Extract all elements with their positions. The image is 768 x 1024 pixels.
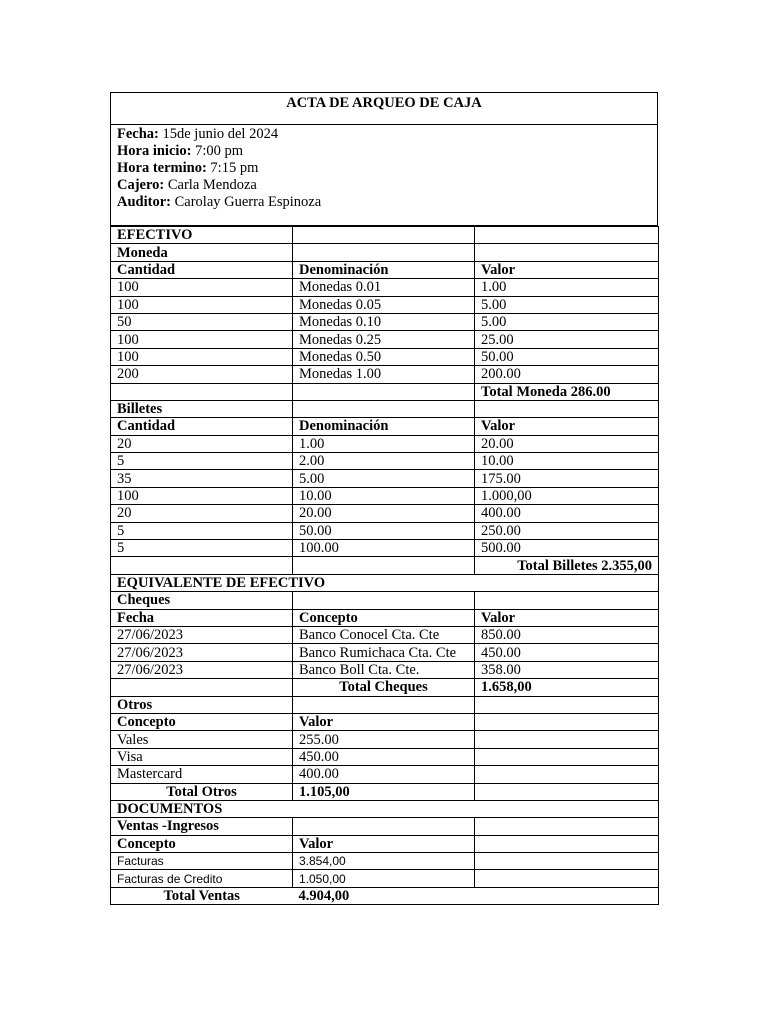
arqueo-table [110, 226, 659, 905]
table-row [111, 853, 659, 870]
table-cell: 5.00 [293, 470, 475, 487]
subsection-row [111, 696, 659, 713]
table-cell: 1.050,00 [293, 870, 475, 887]
hora-termino-value: 7:15 pm [206, 160, 259, 176]
table-row [111, 313, 659, 330]
table-row [111, 470, 659, 487]
column-header-row [111, 261, 659, 278]
column-header: Denominación [293, 261, 475, 278]
table-cell: 50.00 [475, 348, 659, 365]
column-header: Cantidad [111, 418, 293, 435]
table-row [111, 366, 659, 383]
table-row [111, 748, 659, 765]
table-row [111, 731, 659, 748]
table-cell: 5 [111, 453, 293, 470]
table-cell: 50.00 [293, 522, 475, 539]
cajero-line [117, 177, 651, 194]
table-cell: 20 [111, 435, 293, 452]
total-row [111, 679, 659, 696]
table-cell: 100.00 [293, 540, 475, 557]
table-row [111, 766, 659, 783]
column-header: Valor [293, 835, 475, 852]
total-ventas-value: 4.904,00 [293, 887, 475, 904]
table-cell: Banco Conocel Cta. Cte [293, 626, 475, 643]
table-cell: 200 [111, 366, 293, 383]
table-cell: 200.00 [475, 366, 659, 383]
table-row [111, 296, 659, 313]
table-row [111, 331, 659, 348]
table-cell: Monedas 1.00 [293, 366, 475, 383]
table-cell: 20.00 [475, 435, 659, 452]
table-cell: Facturas [111, 853, 293, 870]
table-cell: 1.000,00 [475, 487, 659, 504]
auditor-value: Carolay Guerra Espinoza [170, 194, 322, 210]
column-header-row [111, 418, 659, 435]
subsection-row [111, 400, 659, 417]
table-cell: Visa [111, 748, 293, 765]
hora-inicio-line [117, 143, 651, 160]
table-cell: 35 [111, 470, 293, 487]
total-ventas-label: Total Ventas [111, 887, 293, 904]
column-header: Fecha [111, 609, 293, 626]
table-cell: 10.00 [293, 487, 475, 504]
table-cell: 1.00 [293, 435, 475, 452]
table-cell: 250.00 [475, 522, 659, 539]
table-cell: Monedas 0.01 [293, 279, 475, 296]
column-header: Cantidad [111, 261, 293, 278]
column-header: Valor [475, 609, 659, 626]
table-cell: 100 [111, 296, 293, 313]
section-heading: EFECTIVO [111, 227, 293, 244]
column-header-row [111, 609, 659, 626]
hora-termino-label: Hora termino: [117, 160, 207, 176]
column-header: Denominación [293, 418, 475, 435]
total-row [111, 383, 659, 400]
subsection-row [111, 244, 659, 261]
column-header: Concepto [111, 835, 293, 852]
auditor-label: Auditor: [117, 194, 171, 210]
fecha-line [117, 126, 651, 143]
table-cell: 175.00 [475, 470, 659, 487]
table-cell: 25.00 [475, 331, 659, 348]
cajero-label: Cajero: [117, 177, 165, 193]
total-billetes: Total Billetes 2.355,00 [475, 557, 659, 574]
total-moneda: Total Moneda 286.00 [475, 383, 659, 400]
document-title: ACTA DE ARQUEO DE CAJA [110, 92, 658, 125]
table-row [111, 522, 659, 539]
table-cell: Banco Boll Cta. Cte. [293, 661, 475, 678]
auditor-line [117, 194, 651, 211]
section-row [111, 227, 659, 244]
table-cell: 255.00 [293, 731, 475, 748]
table-cell: 450.00 [293, 748, 475, 765]
cajero-value: Carla Mendoza [164, 177, 257, 193]
total-cheques-label: Total Cheques [293, 679, 475, 696]
hora-inicio-value: 7:00 pm [191, 143, 244, 159]
total-row [111, 557, 659, 574]
subsection-row [111, 592, 659, 609]
subsection-row [111, 818, 659, 835]
section-heading: DOCUMENTOS [111, 800, 659, 817]
table-row [111, 435, 659, 452]
table-cell: 5 [111, 540, 293, 557]
table-cell: 5.00 [475, 313, 659, 330]
table-cell: 10.00 [475, 453, 659, 470]
table-cell: Monedas 0.50 [293, 348, 475, 365]
table-cell: 100 [111, 331, 293, 348]
subsection-heading: Moneda [111, 244, 293, 261]
subsection-heading: Cheques [111, 592, 293, 609]
fecha-label: Fecha: [117, 126, 159, 142]
column-header: Concepto [111, 713, 293, 730]
total-otros-value: 1.105,00 [293, 783, 475, 800]
table-row [111, 487, 659, 504]
table-cell: Monedas 0.25 [293, 331, 475, 348]
table-row [111, 540, 659, 557]
total-row [111, 783, 659, 800]
table-cell: 850.00 [475, 626, 659, 643]
table-cell: Mastercard [111, 766, 293, 783]
column-header-row [111, 835, 659, 852]
column-header: Valor [475, 261, 659, 278]
table-cell: 27/06/2023 [111, 644, 293, 661]
table-cell: 1.00 [475, 279, 659, 296]
table-cell: Monedas 0.10 [293, 313, 475, 330]
table-cell: 5.00 [475, 296, 659, 313]
section-row [111, 800, 659, 817]
section-row [111, 574, 659, 591]
total-row [111, 887, 659, 904]
total-otros-label: Total Otros [111, 783, 293, 800]
header-info [110, 125, 658, 226]
table-row [111, 505, 659, 522]
column-header: Concepto [293, 609, 475, 626]
table-cell: 100 [111, 487, 293, 504]
table-cell: 27/06/2023 [111, 626, 293, 643]
table-cell: 5 [111, 522, 293, 539]
fecha-value: 15de junio del 2024 [158, 126, 279, 142]
table-row [111, 661, 659, 678]
column-header: Valor [293, 713, 475, 730]
table-cell: 400.00 [293, 766, 475, 783]
subsection-heading: Otros [111, 696, 293, 713]
table-cell: Monedas 0.05 [293, 296, 475, 313]
column-header: Valor [475, 418, 659, 435]
table-cell: 500.00 [475, 540, 659, 557]
table-row [111, 348, 659, 365]
table-row [111, 279, 659, 296]
table-cell: 100 [111, 348, 293, 365]
table-cell: Banco Rumichaca Cta. Cte [293, 644, 475, 661]
arqueo-document [110, 92, 658, 905]
table-row [111, 644, 659, 661]
table-cell: 50 [111, 313, 293, 330]
table-row [111, 626, 659, 643]
table-cell: 20 [111, 505, 293, 522]
section-heading: EQUIVALENTE DE EFECTIVO [111, 574, 659, 591]
table-cell: 358.00 [475, 661, 659, 678]
table-cell: Vales [111, 731, 293, 748]
table-cell: 2.00 [293, 453, 475, 470]
hora-inicio-label: Hora inicio: [117, 143, 192, 159]
table-cell: 27/06/2023 [111, 661, 293, 678]
table-cell: 20.00 [293, 505, 475, 522]
table-row [111, 453, 659, 470]
table-cell: Facturas de Credito [111, 870, 293, 887]
subsection-heading: Billetes [111, 400, 293, 417]
total-cheques-value: 1.658,00 [475, 679, 659, 696]
hora-termino-line [117, 160, 651, 177]
table-cell: 3.854,00 [293, 853, 475, 870]
table-cell: 450.00 [475, 644, 659, 661]
column-header-row [111, 713, 659, 730]
subsection-heading: Ventas -Ingresos [111, 818, 293, 835]
table-row [111, 870, 659, 887]
table-cell: 400.00 [475, 505, 659, 522]
table-cell: 100 [111, 279, 293, 296]
